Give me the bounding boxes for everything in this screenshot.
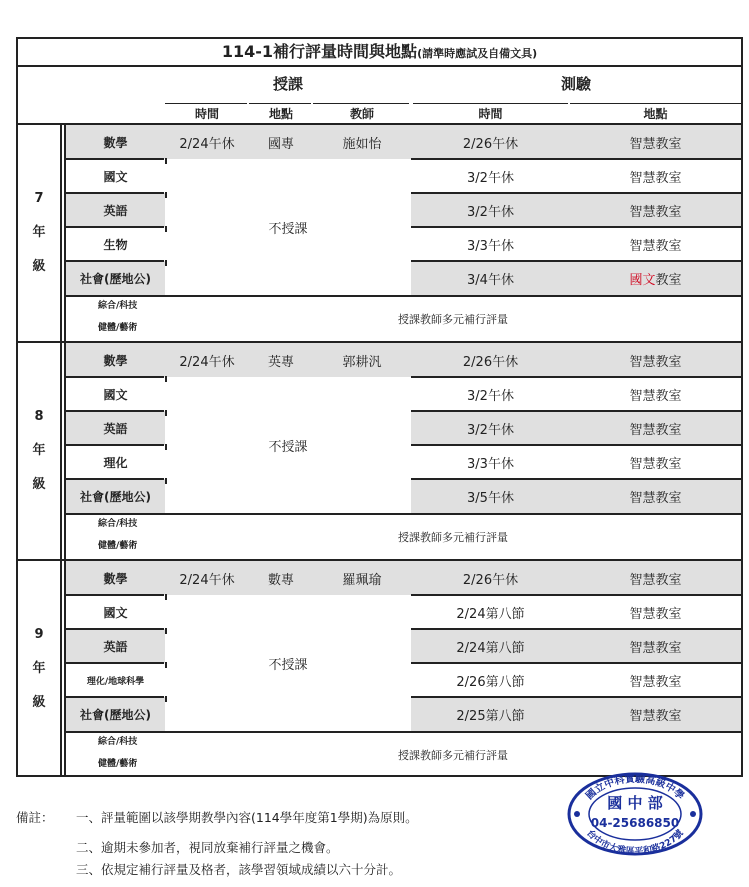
misc-subject-2: 健體/藝術 <box>98 541 138 551</box>
test-place: 智慧教室 <box>570 343 741 377</box>
test-place: 智慧教室 <box>629 674 682 690</box>
test-place: 智慧教室 <box>570 629 741 663</box>
subject-cell: 社會(歷地公) <box>66 697 165 731</box>
test-time: 3/2午休 <box>411 193 570 227</box>
test-place: 智慧教室 <box>570 125 741 159</box>
school-seal <box>567 772 703 856</box>
subject-cell: 數學 <box>66 343 165 377</box>
no-class-cell: 不授課 <box>268 657 308 673</box>
title-text: 114-1補行評量時間與地點 <box>221 42 418 61</box>
subject-cell: 社會(歷地公) <box>66 261 165 295</box>
subject-cell: 數學 <box>66 125 165 159</box>
seal-ring-top: 國立中科實驗高級中學 <box>584 773 686 803</box>
teach-place: 英專 <box>249 343 313 377</box>
teach-place: 數專 <box>249 561 313 595</box>
grade-label: 9 年 級 <box>32 627 46 710</box>
header-teach-group: 授課 <box>272 75 303 93</box>
teach-place: 國專 <box>249 125 313 159</box>
subject-cell: 社會(歷地公) <box>66 479 165 513</box>
test-time: 2/26第八節 <box>456 674 525 690</box>
misc-subject-1: 綜合/科技 <box>98 519 138 529</box>
misc-note: 授課教師多元補行評量 <box>398 749 508 762</box>
test-place: 智慧教室 <box>629 238 682 254</box>
test-place: 智慧教室 <box>570 411 741 445</box>
test-time: 3/3午休 <box>467 238 514 254</box>
subject-cell: 理化/地球科學 <box>86 676 145 687</box>
test-place: 智慧教室 <box>570 193 741 227</box>
subject-cell: 國文 <box>103 605 128 620</box>
subject-cell: 理化 <box>103 455 128 470</box>
test-time: 2/24第八節 <box>411 629 570 663</box>
test-time: 3/2午休 <box>467 388 514 404</box>
schedule-table <box>16 37 743 777</box>
subject-cell: 英語 <box>66 629 165 663</box>
misc-subject-1: 綜合/科技 <box>98 737 138 747</box>
teach-time: 2/24午休 <box>165 343 249 377</box>
teacher: 施如怡 <box>313 125 411 159</box>
page-title <box>18 39 741 65</box>
test-place: 智慧教室 <box>629 170 682 186</box>
notes-label: 備註： <box>16 810 54 825</box>
misc-note: 授課教師多元補行評量 <box>398 313 508 326</box>
test-time: 3/3午休 <box>467 456 514 472</box>
subject-cell: 國文 <box>103 387 128 402</box>
no-class-cell: 不授課 <box>268 439 308 455</box>
subject-cell: 英語 <box>66 411 165 445</box>
note-item: 二、逾期未參加者，視同放棄補行評量之機會。 <box>76 840 339 855</box>
seal-ring-bottom: 台中市大雅區平和路227號 <box>584 828 686 856</box>
test-place: 智慧教室 <box>629 456 682 472</box>
note-item: 一、評量範圍以該學期教學內容(114學年度第1學期)為原則。 <box>76 810 418 825</box>
header-test-group: 測驗 <box>560 75 591 93</box>
note-item: 三、依規定補行評量及格者，該學習領域成績以六十分計。 <box>76 862 402 877</box>
test-time: 3/2午休 <box>467 170 514 186</box>
teacher: 羅珮瑜 <box>313 561 411 595</box>
test-time: 2/26午休 <box>411 343 570 377</box>
title-note: (請準時應試及自備文具) <box>417 47 538 60</box>
misc-subject-2: 健體/藝術 <box>98 323 138 333</box>
col-teacher: 教師 <box>349 106 374 121</box>
subject-cell: 國文 <box>103 169 128 184</box>
col-test-time: 時間 <box>478 106 503 121</box>
subject-cell: 英語 <box>66 193 165 227</box>
seal-line1: 國 中 部 <box>607 794 663 812</box>
subject-cell: 數學 <box>66 561 165 595</box>
misc-note: 授課教師多元補行評量 <box>398 531 508 544</box>
teacher: 郭耕汎 <box>313 343 411 377</box>
test-time: 2/26午休 <box>411 125 570 159</box>
misc-subject-1: 綜合/科技 <box>98 301 138 311</box>
test-place: 智慧教室 <box>570 697 741 731</box>
no-class-cell: 不授課 <box>268 221 308 237</box>
col-teach-time: 時間 <box>194 106 219 121</box>
test-place: 智慧教室 <box>570 479 741 513</box>
col-test-place: 地點 <box>643 106 668 121</box>
seal-line2: 04-25686850 <box>590 816 680 830</box>
test-place: 智慧教室 <box>629 388 682 404</box>
grade-label: 7 年 級 <box>32 191 46 274</box>
test-place: 國文 教室 <box>570 261 741 295</box>
test-time: 3/4午休 <box>411 261 570 295</box>
grade-label: 8 年 級 <box>32 409 46 492</box>
test-time: 2/26午休 <box>411 561 570 595</box>
teach-time: 2/24午休 <box>165 125 249 159</box>
test-place: 智慧教室 <box>629 606 682 622</box>
misc-subject-2: 健體/藝術 <box>98 759 138 769</box>
test-time: 3/5午休 <box>411 479 570 513</box>
test-time: 3/2午休 <box>411 411 570 445</box>
col-teach-place: 地點 <box>268 106 293 121</box>
test-place: 智慧教室 <box>570 561 741 595</box>
subject-cell: 生物 <box>103 237 128 252</box>
test-time: 2/24第八節 <box>456 606 525 622</box>
test-time: 2/25第八節 <box>411 697 570 731</box>
teach-time: 2/24午休 <box>165 561 249 595</box>
